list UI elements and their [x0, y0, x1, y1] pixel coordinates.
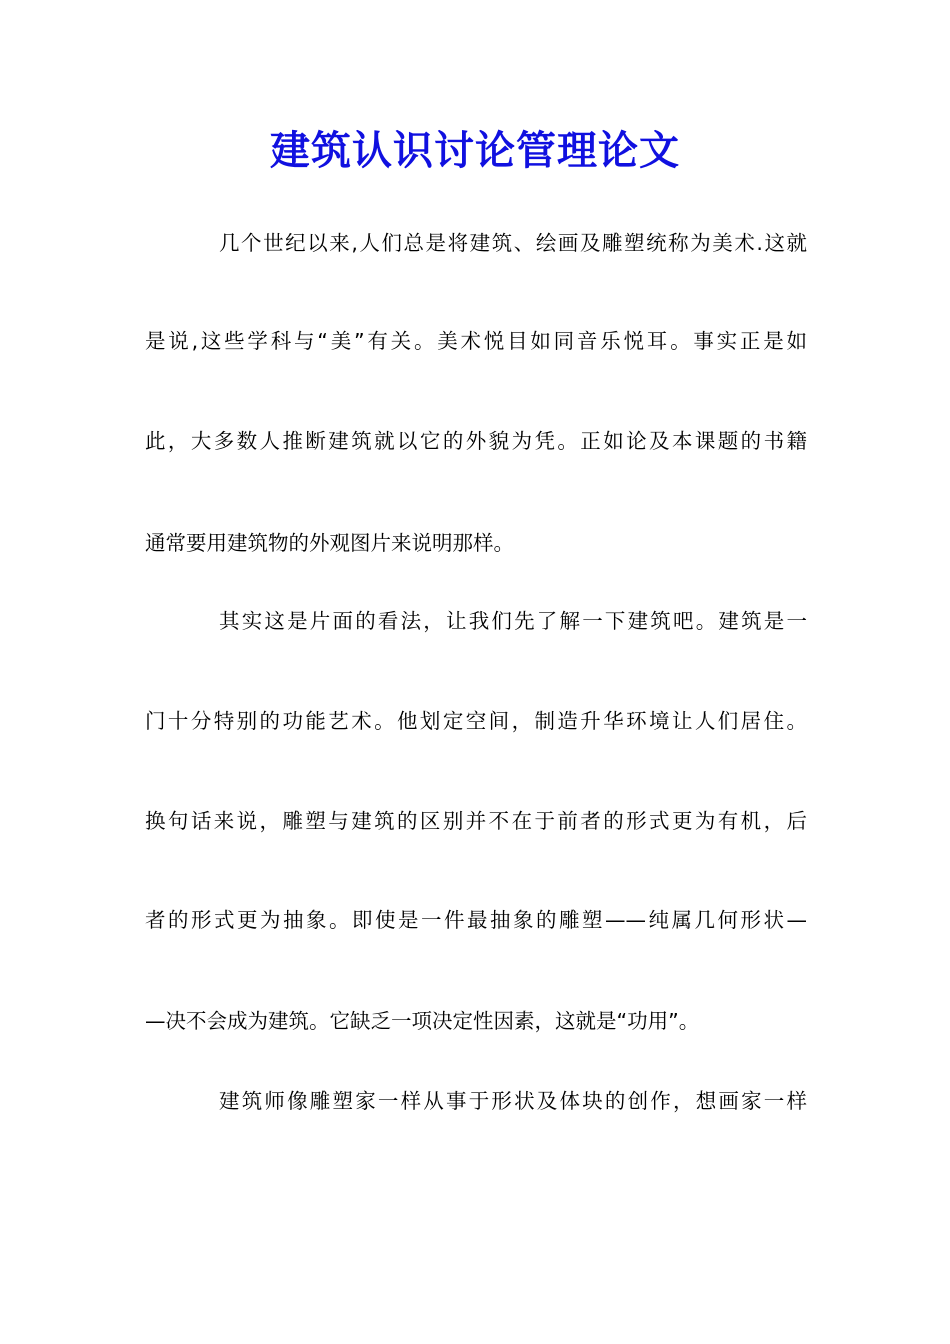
paragraph-1-line-1: 几个世纪以来,人们总是将建筑、绘画及雕塑统称为美术.这就 [219, 231, 807, 255]
paragraph-1-line-4: 通常要用建筑物的外观图片来说明那样。 [145, 531, 514, 555]
document-title: 建筑认识讨论管理论文 [270, 127, 680, 174]
paragraph-2-line-1: 其实这是片面的看法，让我们先了解一下建筑吧。建筑是一 [219, 609, 807, 633]
paragraph-1-line-3: 此，大多数人推断建筑就以它的外貌为凭。正如论及本课题的书籍 [145, 429, 807, 453]
paragraph-1-line-2: 是说,这些学科与“美”有关。美术悦目如同音乐悦耳。事实正是如 [145, 329, 807, 353]
paragraph-2-line-3: 换句话来说，雕塑与建筑的区别并不在于前者的形式更为有机，后 [145, 809, 807, 833]
paragraph-3-line-1: 建筑师像雕塑家一样从事于形状及体块的创作，想画家一样 [219, 1089, 807, 1113]
paragraph-2-line-2: 门十分特别的功能艺术。他划定空间，制造升华环境让人们居住。 [145, 709, 807, 733]
paragraph-2-line-4: 者的形式更为抽象。即使是一件最抽象的雕塑——纯属几何形状— [145, 908, 807, 932]
paragraph-2-line-5: —决不会成为建筑。它缺乏一项决定性因素，这就是“功用”。 [145, 1009, 700, 1033]
